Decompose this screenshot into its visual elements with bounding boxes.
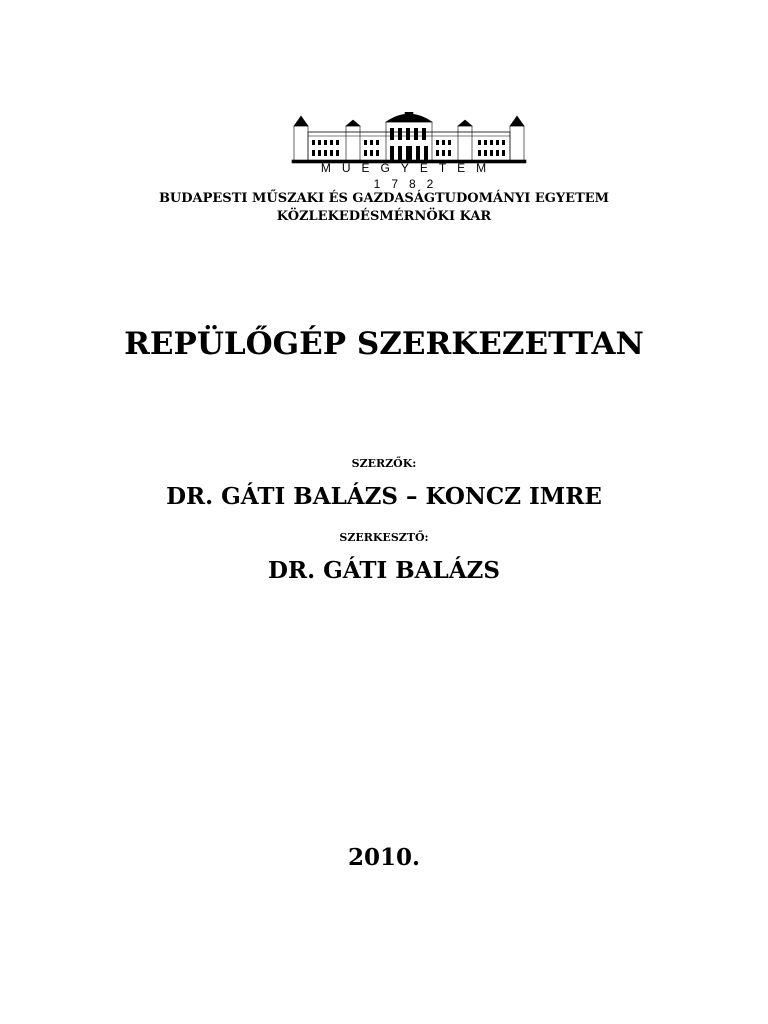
faculty-name: KÖZLEKEDÉSMÉRNÖKI KAR bbox=[276, 209, 492, 224]
authors: DR. GÁTI BALÁZS – KONCZ IMRE bbox=[166, 483, 602, 510]
editor-label: SZERKESZTŐ: bbox=[339, 531, 429, 544]
editor: DR. GÁTI BALÁZS bbox=[268, 557, 500, 584]
logo-caption: MŰEGYETEM 1782 bbox=[320, 161, 498, 191]
institution-name: BUDAPESTI MŰSZAKI ÉS GAZDASÁGTUDOMÁNYI EGYETEM bbox=[158, 191, 610, 206]
publication-year: 2010. bbox=[347, 844, 421, 871]
authors-label: SZERZŐK: bbox=[351, 457, 417, 470]
document-title: REPÜLŐGÉP SZERKEZETTAN bbox=[124, 326, 644, 362]
